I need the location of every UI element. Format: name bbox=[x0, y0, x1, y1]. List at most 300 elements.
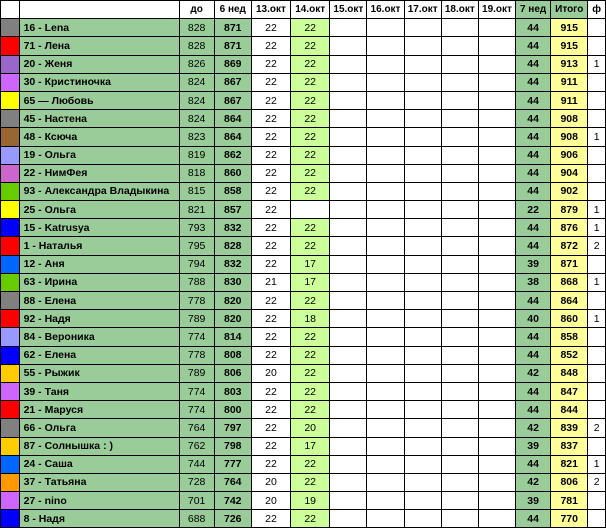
w16-cell[interactable] bbox=[367, 219, 404, 237]
w13-cell[interactable]: 22 bbox=[251, 346, 290, 364]
flag-cell[interactable]: 2 bbox=[588, 473, 606, 491]
do-cell[interactable]: 823 bbox=[179, 128, 214, 146]
flag-cell[interactable]: 1 bbox=[588, 273, 606, 291]
w13-cell[interactable]: 22 bbox=[251, 382, 290, 400]
w16-cell[interactable] bbox=[367, 182, 404, 200]
nd6-cell[interactable]: 864 bbox=[214, 110, 251, 128]
flag-cell[interactable] bbox=[588, 346, 606, 364]
total-cell[interactable]: 915 bbox=[551, 37, 588, 55]
w15-cell[interactable] bbox=[330, 455, 367, 473]
do-cell[interactable]: 774 bbox=[179, 401, 214, 419]
w16-cell[interactable] bbox=[367, 273, 404, 291]
w18-cell[interactable] bbox=[441, 128, 478, 146]
color-swatch-cell[interactable] bbox=[1, 237, 20, 255]
w17-cell[interactable] bbox=[404, 182, 441, 200]
total-cell[interactable]: 915 bbox=[551, 19, 588, 37]
w15-cell[interactable] bbox=[330, 55, 367, 73]
w13-cell[interactable]: 22 bbox=[251, 91, 290, 109]
flag-cell[interactable]: 1 bbox=[588, 55, 606, 73]
w19-cell[interactable] bbox=[478, 382, 515, 400]
color-swatch-cell[interactable] bbox=[1, 364, 20, 382]
color-swatch-cell[interactable] bbox=[1, 510, 20, 528]
header-w15[interactable]: 15.окт bbox=[330, 1, 367, 19]
nd6-cell[interactable]: 806 bbox=[214, 364, 251, 382]
total-cell[interactable]: 876 bbox=[551, 219, 588, 237]
do-cell[interactable]: 828 bbox=[179, 37, 214, 55]
do-cell[interactable]: 762 bbox=[179, 437, 214, 455]
w17-cell[interactable] bbox=[404, 292, 441, 310]
w18-cell[interactable] bbox=[441, 401, 478, 419]
w19-cell[interactable] bbox=[478, 510, 515, 528]
w18-cell[interactable] bbox=[441, 473, 478, 491]
flag-cell[interactable] bbox=[588, 19, 606, 37]
nd7-cell[interactable]: 40 bbox=[516, 310, 551, 328]
nd6-cell[interactable]: 858 bbox=[214, 182, 251, 200]
w13-cell[interactable]: 22 bbox=[251, 182, 290, 200]
w17-cell[interactable] bbox=[404, 146, 441, 164]
color-swatch-cell[interactable] bbox=[1, 292, 20, 310]
color-swatch-cell[interactable] bbox=[1, 219, 20, 237]
w14-cell[interactable]: 22 bbox=[291, 401, 330, 419]
w14-cell[interactable]: 22 bbox=[291, 91, 330, 109]
nd7-cell[interactable]: 39 bbox=[516, 255, 551, 273]
nd6-cell[interactable]: 808 bbox=[214, 346, 251, 364]
w17-cell[interactable] bbox=[404, 273, 441, 291]
w19-cell[interactable] bbox=[478, 55, 515, 73]
w17-cell[interactable] bbox=[404, 328, 441, 346]
w14-cell[interactable]: 22 bbox=[291, 382, 330, 400]
participant-name-cell[interactable]: 30 - Кристиночка bbox=[19, 73, 179, 91]
participant-name-cell[interactable]: 1 - Наталья bbox=[19, 237, 179, 255]
total-cell[interactable]: 781 bbox=[551, 492, 588, 510]
w16-cell[interactable] bbox=[367, 37, 404, 55]
w15-cell[interactable] bbox=[330, 364, 367, 382]
nd7-cell[interactable]: 44 bbox=[516, 73, 551, 91]
flag-cell[interactable] bbox=[588, 110, 606, 128]
w13-cell[interactable]: 22 bbox=[251, 328, 290, 346]
total-cell[interactable]: 864 bbox=[551, 292, 588, 310]
w14-cell[interactable]: 22 bbox=[291, 346, 330, 364]
header-w19[interactable]: 19.окт bbox=[478, 1, 515, 19]
w18-cell[interactable] bbox=[441, 201, 478, 219]
w14-cell[interactable]: 22 bbox=[291, 110, 330, 128]
total-cell[interactable]: 770 bbox=[551, 510, 588, 528]
w14-cell[interactable]: 22 bbox=[291, 364, 330, 382]
do-cell[interactable]: 795 bbox=[179, 237, 214, 255]
w15-cell[interactable] bbox=[330, 473, 367, 491]
w13-cell[interactable]: 22 bbox=[251, 401, 290, 419]
total-cell[interactable]: 868 bbox=[551, 273, 588, 291]
w18-cell[interactable] bbox=[441, 37, 478, 55]
w14-cell[interactable]: 22 bbox=[291, 37, 330, 55]
w19-cell[interactable] bbox=[478, 346, 515, 364]
do-cell[interactable]: 794 bbox=[179, 255, 214, 273]
w18-cell[interactable] bbox=[441, 292, 478, 310]
flag-cell[interactable] bbox=[588, 182, 606, 200]
w17-cell[interactable] bbox=[404, 510, 441, 528]
flag-cell[interactable] bbox=[588, 255, 606, 273]
w15-cell[interactable] bbox=[330, 382, 367, 400]
total-cell[interactable]: 906 bbox=[551, 146, 588, 164]
w16-cell[interactable] bbox=[367, 492, 404, 510]
flag-cell[interactable] bbox=[588, 437, 606, 455]
nd7-cell[interactable]: 44 bbox=[516, 164, 551, 182]
do-cell[interactable]: 824 bbox=[179, 73, 214, 91]
w17-cell[interactable] bbox=[404, 219, 441, 237]
nd7-cell[interactable]: 38 bbox=[516, 273, 551, 291]
nd6-cell[interactable]: 871 bbox=[214, 19, 251, 37]
w18-cell[interactable] bbox=[441, 382, 478, 400]
w15-cell[interactable] bbox=[330, 110, 367, 128]
w19-cell[interactable] bbox=[478, 492, 515, 510]
w15-cell[interactable] bbox=[330, 19, 367, 37]
total-cell[interactable]: 902 bbox=[551, 182, 588, 200]
participant-name-cell[interactable]: 37 - Татьяна bbox=[19, 473, 179, 491]
nd7-cell[interactable]: 44 bbox=[516, 237, 551, 255]
do-cell[interactable]: 789 bbox=[179, 310, 214, 328]
w19-cell[interactable] bbox=[478, 364, 515, 382]
w19-cell[interactable] bbox=[478, 237, 515, 255]
w19-cell[interactable] bbox=[478, 437, 515, 455]
w13-cell[interactable]: 20 bbox=[251, 473, 290, 491]
w14-cell[interactable]: 22 bbox=[291, 164, 330, 182]
w16-cell[interactable] bbox=[367, 455, 404, 473]
do-cell[interactable]: 728 bbox=[179, 473, 214, 491]
w14-cell[interactable]: 17 bbox=[291, 273, 330, 291]
w15-cell[interactable] bbox=[330, 328, 367, 346]
w17-cell[interactable] bbox=[404, 237, 441, 255]
w18-cell[interactable] bbox=[441, 273, 478, 291]
color-swatch-cell[interactable] bbox=[1, 273, 20, 291]
participant-name-cell[interactable]: 62 - Елена bbox=[19, 346, 179, 364]
w19-cell[interactable] bbox=[478, 273, 515, 291]
w13-cell[interactable]: 22 bbox=[251, 19, 290, 37]
flag-cell[interactable]: 1 bbox=[588, 455, 606, 473]
total-cell[interactable]: 839 bbox=[551, 419, 588, 437]
w19-cell[interactable] bbox=[478, 219, 515, 237]
w15-cell[interactable] bbox=[330, 146, 367, 164]
nd6-cell[interactable]: 867 bbox=[214, 91, 251, 109]
flag-cell[interactable]: 1 bbox=[588, 310, 606, 328]
flag-cell[interactable] bbox=[588, 73, 606, 91]
do-cell[interactable]: 788 bbox=[179, 273, 214, 291]
w13-cell[interactable]: 22 bbox=[251, 128, 290, 146]
total-cell[interactable]: 848 bbox=[551, 364, 588, 382]
w19-cell[interactable] bbox=[478, 310, 515, 328]
w19-cell[interactable] bbox=[478, 255, 515, 273]
participant-name-cell[interactable]: 63 - Ирина bbox=[19, 273, 179, 291]
w13-cell[interactable]: 22 bbox=[251, 237, 290, 255]
w13-cell[interactable]: 22 bbox=[251, 37, 290, 55]
header-w16[interactable]: 16.окт bbox=[367, 1, 404, 19]
do-cell[interactable]: 789 bbox=[179, 364, 214, 382]
flag-cell[interactable]: 1 bbox=[588, 219, 606, 237]
w17-cell[interactable] bbox=[404, 419, 441, 437]
nd7-cell[interactable]: 39 bbox=[516, 492, 551, 510]
nd7-cell[interactable]: 42 bbox=[516, 473, 551, 491]
participant-name-cell[interactable]: 92 - Надя bbox=[19, 310, 179, 328]
do-cell[interactable]: 774 bbox=[179, 382, 214, 400]
w13-cell[interactable]: 22 bbox=[251, 110, 290, 128]
w14-cell[interactable]: 22 bbox=[291, 510, 330, 528]
nd6-cell[interactable]: 828 bbox=[214, 237, 251, 255]
w13-cell[interactable]: 22 bbox=[251, 55, 290, 73]
nd6-cell[interactable]: 797 bbox=[214, 419, 251, 437]
do-cell[interactable]: 701 bbox=[179, 492, 214, 510]
total-cell[interactable]: 871 bbox=[551, 255, 588, 273]
w15-cell[interactable] bbox=[330, 237, 367, 255]
w14-cell[interactable]: 22 bbox=[291, 219, 330, 237]
w13-cell[interactable]: 22 bbox=[251, 310, 290, 328]
w19-cell[interactable] bbox=[478, 91, 515, 109]
total-cell[interactable]: 879 bbox=[551, 201, 588, 219]
w15-cell[interactable] bbox=[330, 310, 367, 328]
w15-cell[interactable] bbox=[330, 401, 367, 419]
do-cell[interactable]: 744 bbox=[179, 455, 214, 473]
nd6-cell[interactable]: 820 bbox=[214, 310, 251, 328]
nd7-cell[interactable]: 44 bbox=[516, 328, 551, 346]
color-swatch-cell[interactable] bbox=[1, 310, 20, 328]
nd7-cell[interactable]: 42 bbox=[516, 364, 551, 382]
w16-cell[interactable] bbox=[367, 510, 404, 528]
w16-cell[interactable] bbox=[367, 310, 404, 328]
w18-cell[interactable] bbox=[441, 182, 478, 200]
total-cell[interactable]: 908 bbox=[551, 110, 588, 128]
w13-cell[interactable]: 22 bbox=[251, 164, 290, 182]
flag-cell[interactable]: 2 bbox=[588, 237, 606, 255]
nd7-cell[interactable]: 39 bbox=[516, 437, 551, 455]
flag-cell[interactable]: 1 bbox=[588, 128, 606, 146]
nd6-cell[interactable]: 726 bbox=[214, 510, 251, 528]
w16-cell[interactable] bbox=[367, 19, 404, 37]
w19-cell[interactable] bbox=[478, 37, 515, 55]
participant-name-cell[interactable]: 87 - Солнышка : ) bbox=[19, 437, 179, 455]
nd6-cell[interactable]: 860 bbox=[214, 164, 251, 182]
participant-name-cell[interactable]: 39 - Таня bbox=[19, 382, 179, 400]
w19-cell[interactable] bbox=[478, 164, 515, 182]
participant-name-cell[interactable]: 25 - Ольга bbox=[19, 201, 179, 219]
header-w14[interactable]: 14.окт bbox=[291, 1, 330, 19]
w15-cell[interactable] bbox=[330, 492, 367, 510]
flag-cell[interactable]: 1 bbox=[588, 201, 606, 219]
w18-cell[interactable] bbox=[441, 73, 478, 91]
header-total[interactable]: Итого bbox=[551, 1, 588, 19]
participant-name-cell[interactable]: 93 - Александра Владыкина bbox=[19, 182, 179, 200]
w18-cell[interactable] bbox=[441, 164, 478, 182]
w17-cell[interactable] bbox=[404, 455, 441, 473]
w15-cell[interactable] bbox=[330, 73, 367, 91]
w17-cell[interactable] bbox=[404, 346, 441, 364]
do-cell[interactable]: 818 bbox=[179, 164, 214, 182]
w19-cell[interactable] bbox=[478, 401, 515, 419]
w14-cell[interactable]: 18 bbox=[291, 310, 330, 328]
color-swatch-cell[interactable] bbox=[1, 492, 20, 510]
participant-name-cell[interactable]: 65 — Любовь bbox=[19, 91, 179, 109]
header-name-cell[interactable] bbox=[19, 1, 179, 19]
w19-cell[interactable] bbox=[478, 455, 515, 473]
total-cell[interactable]: 821 bbox=[551, 455, 588, 473]
header-swatch-cell[interactable] bbox=[1, 1, 20, 19]
total-cell[interactable]: 913 bbox=[551, 55, 588, 73]
color-swatch-cell[interactable] bbox=[1, 110, 20, 128]
w14-cell[interactable]: 19 bbox=[291, 492, 330, 510]
w16-cell[interactable] bbox=[367, 73, 404, 91]
w15-cell[interactable] bbox=[330, 273, 367, 291]
w16-cell[interactable] bbox=[367, 110, 404, 128]
nd7-cell[interactable]: 44 bbox=[516, 382, 551, 400]
w18-cell[interactable] bbox=[441, 110, 478, 128]
w19-cell[interactable] bbox=[478, 419, 515, 437]
color-swatch-cell[interactable] bbox=[1, 328, 20, 346]
nd7-cell[interactable]: 44 bbox=[516, 182, 551, 200]
participant-name-cell[interactable]: 55 - Рыжик bbox=[19, 364, 179, 382]
w16-cell[interactable] bbox=[367, 328, 404, 346]
nd6-cell[interactable]: 832 bbox=[214, 219, 251, 237]
w18-cell[interactable] bbox=[441, 19, 478, 37]
w15-cell[interactable] bbox=[330, 510, 367, 528]
w13-cell[interactable]: 22 bbox=[251, 419, 290, 437]
w17-cell[interactable] bbox=[404, 255, 441, 273]
flag-cell[interactable] bbox=[588, 164, 606, 182]
w18-cell[interactable] bbox=[441, 364, 478, 382]
w16-cell[interactable] bbox=[367, 419, 404, 437]
w18-cell[interactable] bbox=[441, 437, 478, 455]
flag-cell[interactable] bbox=[588, 292, 606, 310]
total-cell[interactable]: 872 bbox=[551, 237, 588, 255]
nd6-cell[interactable]: 857 bbox=[214, 201, 251, 219]
nd6-cell[interactable]: 832 bbox=[214, 255, 251, 273]
w15-cell[interactable] bbox=[330, 346, 367, 364]
nd7-cell[interactable]: 44 bbox=[516, 292, 551, 310]
w18-cell[interactable] bbox=[441, 310, 478, 328]
flag-cell[interactable] bbox=[588, 91, 606, 109]
w18-cell[interactable] bbox=[441, 328, 478, 346]
do-cell[interactable]: 778 bbox=[179, 346, 214, 364]
total-cell[interactable]: 908 bbox=[551, 128, 588, 146]
w16-cell[interactable] bbox=[367, 164, 404, 182]
do-cell[interactable]: 688 bbox=[179, 510, 214, 528]
color-swatch-cell[interactable] bbox=[1, 255, 20, 273]
w18-cell[interactable] bbox=[441, 492, 478, 510]
w17-cell[interactable] bbox=[404, 55, 441, 73]
w18-cell[interactable] bbox=[441, 219, 478, 237]
w14-cell[interactable]: 20 bbox=[291, 419, 330, 437]
nd7-cell[interactable]: 44 bbox=[516, 91, 551, 109]
w17-cell[interactable] bbox=[404, 164, 441, 182]
w16-cell[interactable] bbox=[367, 401, 404, 419]
w14-cell[interactable]: 22 bbox=[291, 328, 330, 346]
w13-cell[interactable]: 22 bbox=[251, 255, 290, 273]
w14-cell[interactable]: 22 bbox=[291, 146, 330, 164]
do-cell[interactable]: 793 bbox=[179, 219, 214, 237]
w19-cell[interactable] bbox=[478, 292, 515, 310]
w17-cell[interactable] bbox=[404, 473, 441, 491]
nd6-cell[interactable]: 862 bbox=[214, 146, 251, 164]
w13-cell[interactable]: 22 bbox=[251, 510, 290, 528]
nd6-cell[interactable]: 803 bbox=[214, 382, 251, 400]
total-cell[interactable]: 860 bbox=[551, 310, 588, 328]
nd7-cell[interactable]: 44 bbox=[516, 219, 551, 237]
color-swatch-cell[interactable] bbox=[1, 37, 20, 55]
w19-cell[interactable] bbox=[478, 201, 515, 219]
w17-cell[interactable] bbox=[404, 73, 441, 91]
flag-cell[interactable] bbox=[588, 492, 606, 510]
color-swatch-cell[interactable] bbox=[1, 73, 20, 91]
nd6-cell[interactable]: 742 bbox=[214, 492, 251, 510]
flag-cell[interactable] bbox=[588, 328, 606, 346]
w14-cell[interactable]: 22 bbox=[291, 292, 330, 310]
nd7-cell[interactable]: 44 bbox=[516, 128, 551, 146]
total-cell[interactable]: 837 bbox=[551, 437, 588, 455]
nd7-cell[interactable]: 22 bbox=[516, 201, 551, 219]
w13-cell[interactable]: 20 bbox=[251, 364, 290, 382]
w13-cell[interactable]: 21 bbox=[251, 273, 290, 291]
color-swatch-cell[interactable] bbox=[1, 382, 20, 400]
do-cell[interactable]: 828 bbox=[179, 19, 214, 37]
w15-cell[interactable] bbox=[330, 255, 367, 273]
w17-cell[interactable] bbox=[404, 401, 441, 419]
nd6-cell[interactable]: 869 bbox=[214, 55, 251, 73]
w14-cell[interactable]: 22 bbox=[291, 237, 330, 255]
w16-cell[interactable] bbox=[367, 128, 404, 146]
w14-cell[interactable] bbox=[291, 201, 330, 219]
nd6-cell[interactable]: 820 bbox=[214, 292, 251, 310]
w19-cell[interactable] bbox=[478, 19, 515, 37]
color-swatch-cell[interactable] bbox=[1, 437, 20, 455]
w17-cell[interactable] bbox=[404, 201, 441, 219]
nd6-cell[interactable]: 764 bbox=[214, 473, 251, 491]
nd6-cell[interactable]: 798 bbox=[214, 437, 251, 455]
nd6-cell[interactable]: 800 bbox=[214, 401, 251, 419]
w15-cell[interactable] bbox=[330, 91, 367, 109]
nd6-cell[interactable]: 867 bbox=[214, 73, 251, 91]
w13-cell[interactable]: 22 bbox=[251, 219, 290, 237]
w13-cell[interactable]: 22 bbox=[251, 455, 290, 473]
header-do[interactable]: до bbox=[179, 1, 214, 19]
header-nd7[interactable]: 7 нед bbox=[516, 1, 551, 19]
color-swatch-cell[interactable] bbox=[1, 401, 20, 419]
do-cell[interactable]: 821 bbox=[179, 201, 214, 219]
nd7-cell[interactable]: 44 bbox=[516, 510, 551, 528]
total-cell[interactable]: 911 bbox=[551, 73, 588, 91]
participant-name-cell[interactable]: 21 - Маруся bbox=[19, 401, 179, 419]
w17-cell[interactable] bbox=[404, 91, 441, 109]
w14-cell[interactable]: 22 bbox=[291, 455, 330, 473]
header-flag[interactable]: ф bbox=[588, 1, 606, 19]
w19-cell[interactable] bbox=[478, 128, 515, 146]
flag-cell[interactable] bbox=[588, 364, 606, 382]
do-cell[interactable]: 774 bbox=[179, 328, 214, 346]
w15-cell[interactable] bbox=[330, 164, 367, 182]
w16-cell[interactable] bbox=[367, 382, 404, 400]
w16-cell[interactable] bbox=[367, 201, 404, 219]
flag-cell[interactable] bbox=[588, 37, 606, 55]
do-cell[interactable]: 764 bbox=[179, 419, 214, 437]
header-w18[interactable]: 18.окт bbox=[441, 1, 478, 19]
participant-name-cell[interactable]: 27 - nino bbox=[19, 492, 179, 510]
nd7-cell[interactable]: 44 bbox=[516, 146, 551, 164]
participant-name-cell[interactable]: 12 - Аня bbox=[19, 255, 179, 273]
flag-cell[interactable] bbox=[588, 382, 606, 400]
flag-cell[interactable] bbox=[588, 146, 606, 164]
header-w13[interactable]: 13.окт bbox=[251, 1, 290, 19]
w16-cell[interactable] bbox=[367, 437, 404, 455]
do-cell[interactable]: 778 bbox=[179, 292, 214, 310]
color-swatch-cell[interactable] bbox=[1, 146, 20, 164]
w15-cell[interactable] bbox=[330, 37, 367, 55]
header-w17[interactable]: 17.окт bbox=[404, 1, 441, 19]
w17-cell[interactable] bbox=[404, 437, 441, 455]
